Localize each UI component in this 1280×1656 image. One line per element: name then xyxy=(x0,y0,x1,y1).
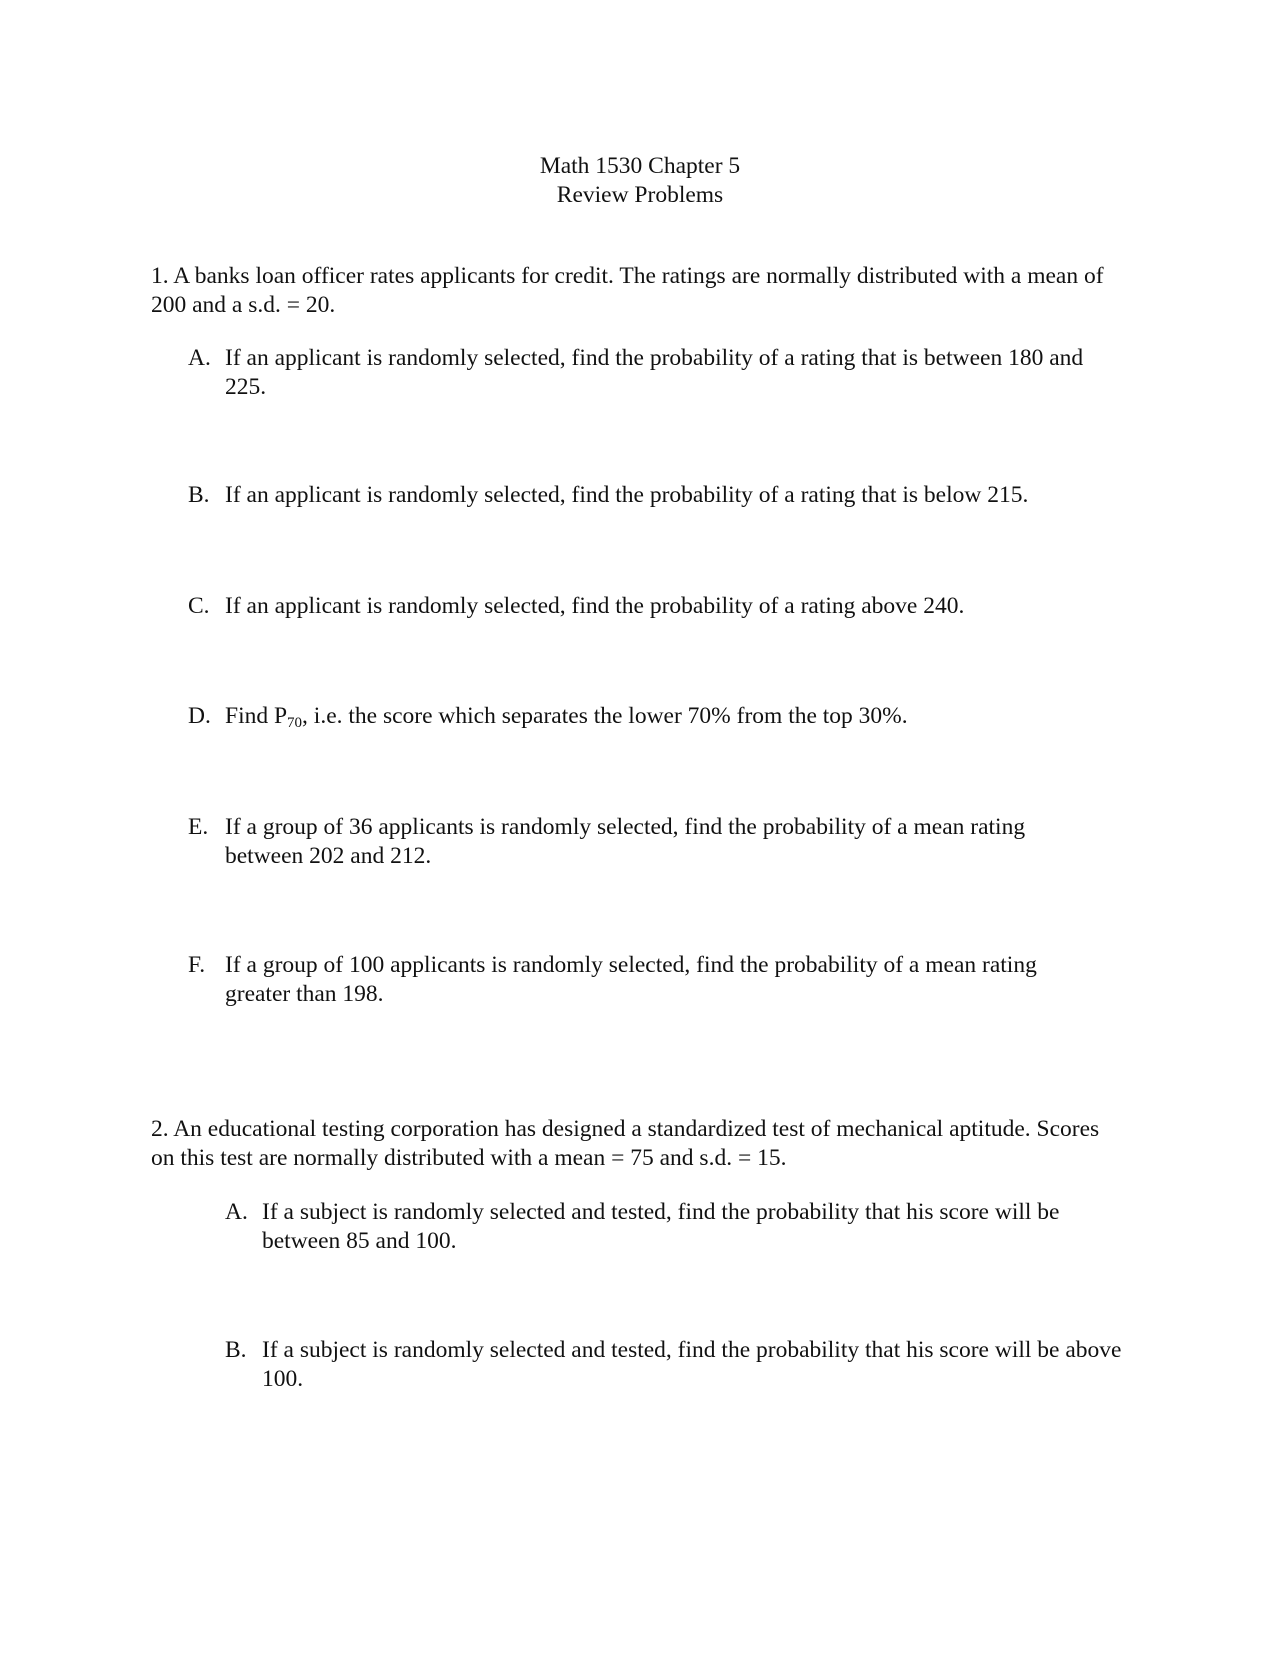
part-text: If a subject is randomly selected and tested, find the probability that his score will be above 100. xyxy=(262,1337,1122,1392)
part-text: If a subject is randomly selected and tested, find the probability that his score will be between 85 and 100. xyxy=(262,1199,1060,1254)
part-letter: B. xyxy=(188,482,210,508)
document-title xyxy=(0,152,1280,210)
problem-2-stem: 2. An educational testing corporation has designed a standardized test of mechanical aptitude. Scores on this test are normally distributed with a mean = 75 and s.d. = 15. xyxy=(151,1116,1100,1171)
part-text: If an applicant is randomly selected, find the probability of a rating above 240. xyxy=(225,593,965,619)
part-letter: D. xyxy=(188,703,211,729)
percentile-subscript: 70 xyxy=(287,715,303,731)
part-letter: E. xyxy=(188,814,209,840)
part-text: If an applicant is randomly selected, find the probability of a rating that is below 215. xyxy=(225,482,1029,508)
problem-1-part-b xyxy=(188,481,1088,510)
problem-1-part-f xyxy=(188,951,1088,1009)
part-letter: C. xyxy=(188,593,210,619)
problem-1-part-e xyxy=(188,813,1088,871)
problem-1-part-d xyxy=(188,702,1088,731)
part-letter: F. xyxy=(188,952,206,978)
problem-1-part-c xyxy=(188,592,1088,621)
course-title: Math 1530 Chapter 5 xyxy=(539,153,741,179)
part-text-post: , i.e. the score which separates the lower 70% from the top 30%. xyxy=(302,703,908,729)
problem-1-stem: 1. A banks loan officer rates applicants for credit. The ratings are normally distributed with a mean of 200 and a s.d. = 20. xyxy=(151,263,1104,318)
problem-2-part-b xyxy=(225,1336,1125,1394)
part-text: If a group of 100 applicants is randomly selected, find the probability of a mean rating greater than 198. xyxy=(225,952,1037,1007)
part-text: If an applicant is randomly selected, find the probability of a rating that is between 180 and 225. xyxy=(225,345,1084,400)
part-text-pre: Find P xyxy=(225,703,288,729)
problem-2-part-a xyxy=(225,1198,1125,1256)
part-letter: A. xyxy=(225,1199,248,1225)
part-letter: B. xyxy=(225,1337,247,1363)
document-subtitle: Review Problems xyxy=(556,182,724,208)
part-text xyxy=(225,702,1088,731)
problem-1-part-a xyxy=(188,344,1088,402)
part-text: If a group of 36 applicants is randomly selected, find the probability of a mean rating between 202 and 212. xyxy=(225,814,1026,869)
part-letter: A. xyxy=(188,345,211,371)
